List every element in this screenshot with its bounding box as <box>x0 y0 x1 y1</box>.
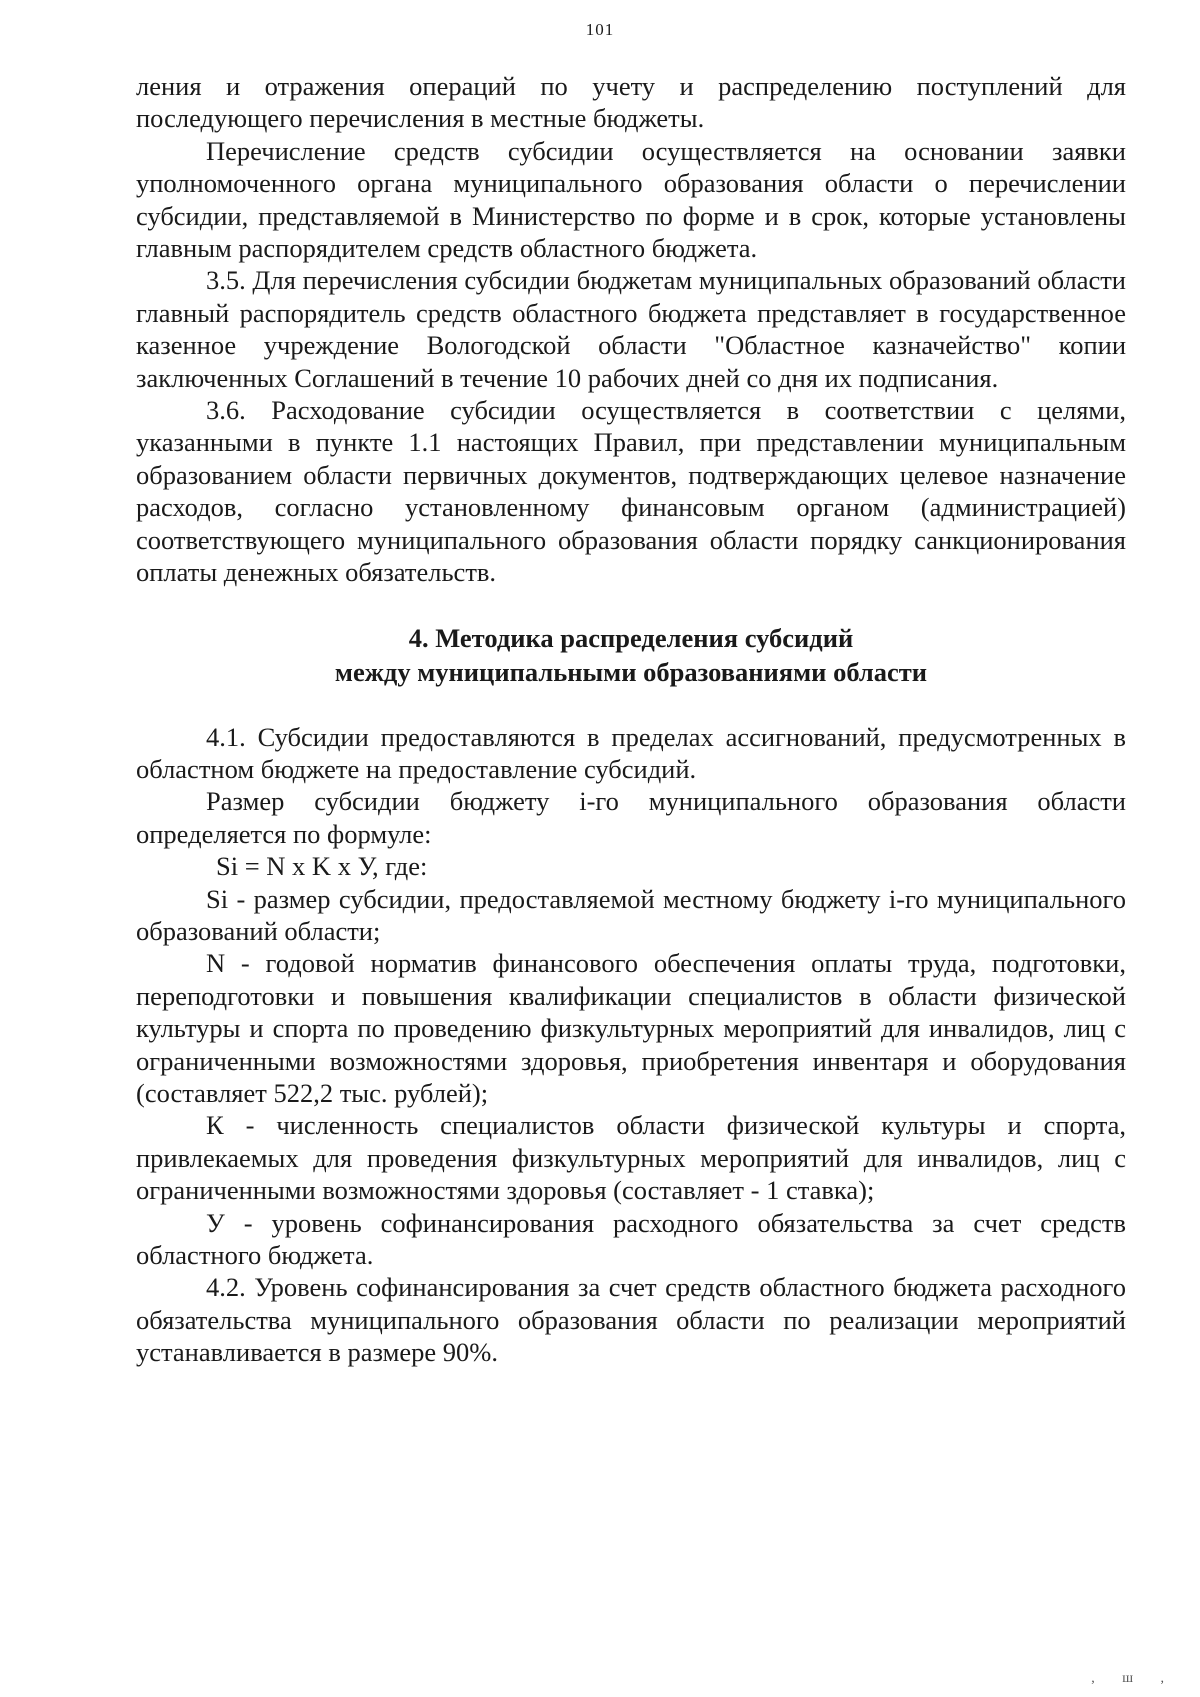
paragraph-3-6: 3.6. Расходование субсидии осуществляется в соответствии с целями, указанными в пункте 1.1 настоящих Правил, при представлении муниципальным образованием области первичных документов, подтверждающих целевое назначение расходов, согласно установленному финансовым органом (администрацией) соответствующего муниципального образования области порядку санкционирования оплаты денежных обязательств. <box>136 395 1126 588</box>
paragraph-k-definition: К - численность специалистов области физической культуры и спорта, привлекаемых для проведения физкультурных мероприятий для инвалидов, лиц с ограниченными возможностями здоровья (составляет - 1 ставка); <box>136 1110 1126 1206</box>
paragraph-si-definition: Si - размер субсидии, предоставляемой местному бюджету i-го муниципального образований области; <box>136 883 1126 946</box>
paragraph-3-5: 3.5. Для перечисления субсидии бюджетам муниципальных образований области главный распорядитель средств областного бюджета представляет в государственное казенное учреждение Вологодской области "Областное казначейство" копии заключенных Соглашений в течение 10 рабочих дней со дня их подписания. <box>136 265 1126 393</box>
section-heading-line-1: 4. Методика распределения субсидий <box>408 622 854 653</box>
paragraph-u-definition: У - уровень софинансирования расходного обязательства за счет средств областного бюджета. <box>136 1207 1126 1270</box>
paragraph-4-1: 4.1. Субсидии предоставляются в пределах ассигнований, предусмотренных в областном бюджете на предоставление субсидий. <box>136 721 1126 784</box>
paragraph-formula-intro: Размер субсидии бюджету i-го муниципального образования области определяется по формуле: <box>136 786 1126 849</box>
paragraph-continuation: ления и отражения операций по учету и распределению поступлений для последующего перечисления в местные бюджеты. <box>136 71 1126 134</box>
paragraph-4-2: 4.2. Уровень софинансирования за счет средств областного бюджета расходного обязательства муниципального образования области по реализации мероприятий устанавливается в размере 90%. <box>136 1272 1126 1368</box>
section-heading-line-2: между муниципальными образованиями области <box>334 656 928 687</box>
page-number: 101 <box>585 20 615 39</box>
scan-edge-marks: , ш , <box>1091 1671 1176 1686</box>
paragraph-n-definition: N - годовой норматив финансового обеспечения оплаты труда, подготовки, переподготовки и повышения квалификации специалистов в области физической культуры и спорта по проведению физкультурных мероприятий для инвалидов, лиц с ограниченными возможностями здоровья, приобретения инвентаря и оборудования (составляет 522,2 тыс. рублей); <box>136 948 1126 1108</box>
formula: Si = N x K x У, где: <box>216 851 428 882</box>
section-heading <box>136 621 1126 689</box>
paragraph-subsidy-transfer: Перечисление средств субсидии осуществляется на основании заявки уполномоченного органа муниципального образования области о перечислении субсидии, представляемой в Министерство по форме и в срок, которые установлены главным распорядителем средств областного бюджета. <box>136 135 1126 264</box>
document-body <box>136 70 1126 1369</box>
